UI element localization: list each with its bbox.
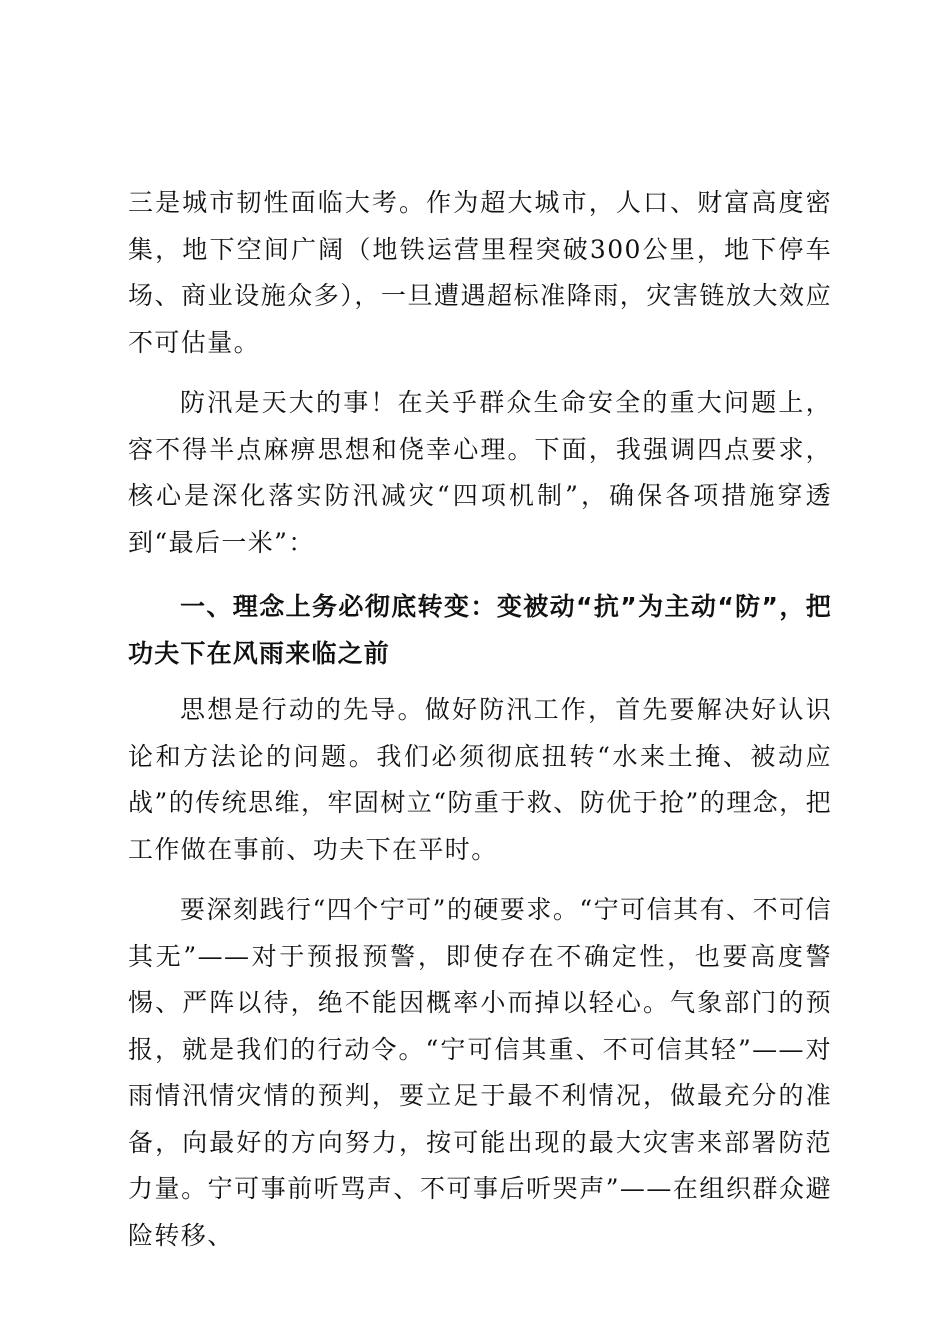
paragraph-four-ningke: 要深刻践行“四个宁可”的硬要求。“宁可信其有、不可信其无”——对于预报预警，即使存在不确定性，也要高度警惕、严阵以待，绝不能因概率小而掉以轻心。气象部门的预报，就是我们的行动令。“宁可信其重、不可信其轻”——对雨情汛情灾情的预判，要立足于最不利情况，做最充分的准备，向最好的方向努力，按可能出现的最大灾害来部署防范力量。宁可事前听骂声、不可事后听哭声”——在组织群众避险转移、 (128, 895, 832, 1250)
paragraph-mindset: 思想是行动的先导。做好防汛工作，首先要解决好认识论和方法论的问题。我们必须彻底扭转“水来土掩、被动应战”的传统思维，牢固树立“防重于救、防优于抢”的理念，把工作做在事前、功夫下在平时。 (128, 695, 832, 864)
paragraph-city-resilience: 三是城市韧性面临大考。作为超大城市，人口、财富高度密集，地下空间广阔（地铁运营里程突破300公里，地下停车场、商业设施众多），一旦遭遇超标准降雨，灾害链放大效应不可估量。 (128, 188, 832, 357)
document-body (128, 180, 832, 1273)
paragraph-flood-importance: 防汛是天大的事！在关乎群众生命安全的重大问题上，容不得半点麻痹思想和侥幸心理。下面，我强调四点要求，核心是深化落实防汛减灾“四项机制”，确保各项措施穿透到“最后一米”： (128, 388, 832, 557)
section-heading-1: 一、理念上务必彻底转变：变被动“抗”为主动“防”，把功夫下在风雨来临之前 (128, 592, 832, 668)
